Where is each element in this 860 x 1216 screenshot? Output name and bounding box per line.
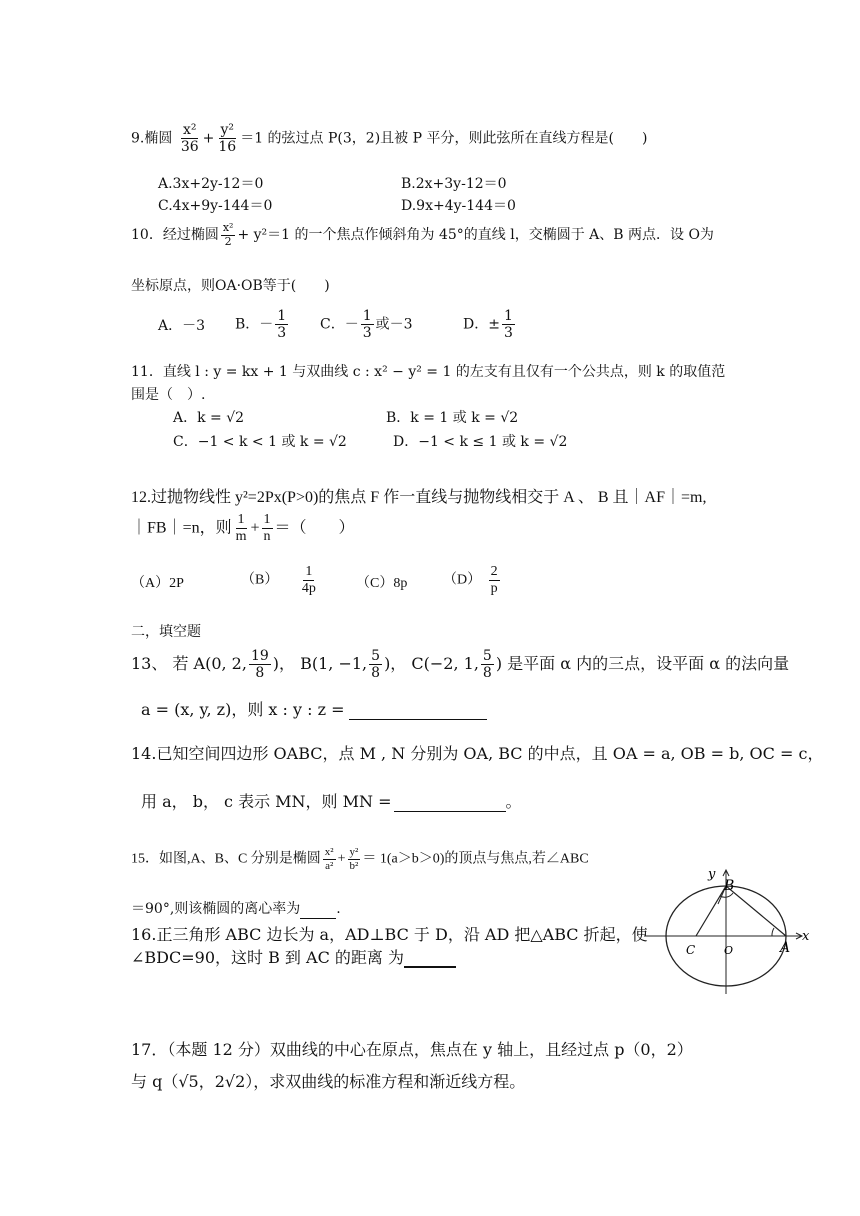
label-B: B [724, 878, 735, 894]
label-y: y [708, 867, 716, 882]
q9-option-b: B.2x+3y-12＝0 [401, 176, 507, 192]
q11-line2: 围是（ ）. [131, 387, 206, 403]
q16-answer-blank[interactable] [404, 952, 456, 968]
q13-line1: 13、 若 A(0, 2, $\frac{19}{8}$ )， B(1, −1, $\frac{5}{8}$ )， C(−2, 1, $\frac{5}{8}$ ) 是平面 α 内的三点，设平面 α 的法向量 [131, 648, 790, 682]
q9-option-a: A.3x+2y-12＝0 [158, 176, 264, 192]
q12-option-d: （D） $\frac{2}{p}$ [443, 564, 498, 597]
q14-line2: 用 a， b， c 表示 MN，则 MN = 。 [141, 792, 522, 811]
segment-BC [696, 886, 726, 936]
q12-option-c: （C）8p [356, 576, 408, 591]
q10-option-a: A．－3 [158, 318, 206, 334]
segment-BA [726, 886, 786, 936]
q14-line1: 14.已知空间四边形 OABC，点 M , N 分别为 OA, BC 的中点，且 OA = a, OB = b, OC = c， [131, 744, 824, 763]
q12-line2: ｜FB｜=n，则 $\frac{1}{m}$ + $\frac{1}{n}$ ＝（ ） [131, 512, 355, 545]
q10-option-c: C．－ $\frac{1}{3}$ 或－3 [320, 308, 413, 342]
q10-line2: 坐标原点，则OA·OB等于( ) [131, 278, 330, 294]
q9-frac-x: $\frac{\text{x²}}{36}$ [180, 122, 199, 156]
label-A: A [780, 940, 791, 956]
q13-answer-blank[interactable] [349, 705, 487, 720]
q9-number: 9. [131, 130, 145, 147]
q10-option-d: D．± $\frac{1}{3}$ [463, 308, 513, 342]
q12-option-a: （A）2P [131, 576, 184, 591]
q9-line: 9.椭圆 $\frac{\text{x²}}{36}$ + $\frac{\text{y²}}{16}$ ＝1 的弦过点 P(3，2)且被 P 平分，则此弦所在直线方程是( ) [131, 122, 648, 156]
q9-option-d: D.9x+4y-144＝0 [401, 198, 516, 214]
q10-line1: 10．经过椭圆 $\frac{\text{x²}}{2}$ + y²＝1 的一个焦点作倾斜角为 45°的直线 l，交椭圆于 A、B 两点．设 O为 [131, 221, 714, 248]
q9-frac-y: $\frac{\text{y²}}{16}$ [218, 122, 237, 156]
q12-line1: 12.过抛物线性 y²=2Px(P>0)的焦点 F 作一直线与抛物线相交于 A 、 B 且｜AF｜=m, [131, 489, 707, 506]
label-x: x [802, 929, 810, 944]
q11-option-b: B．k = 1 或 k = √2 [386, 410, 519, 426]
q9-option-c: C.4x+9y-144＝0 [158, 198, 273, 214]
q11-option-c: C．−1 < k < 1 或 k = √2 [173, 434, 347, 450]
q15-line2: ＝90°,则该椭圆的离心率为 . [131, 901, 341, 917]
q11-option-d: D．−1 < k ≤ 1 或 k = √2 [393, 434, 568, 450]
q11-line1: 11．直线 l : y = kx + 1 与双曲线 c : x² − y² = 1 的左支有且仅有一个公共点，则 k 的取值范 [131, 364, 726, 380]
q17-line2: 与 q（√5，2√2），求双曲线的标准方程和渐近线方程。 [131, 1072, 526, 1091]
ellipse-figure [640, 860, 820, 1000]
q14-answer-blank[interactable] [394, 797, 506, 812]
q16-line2: ∠BDC=90，这时 B 到 AC 的距离 为 [131, 948, 456, 968]
angle-A-arc [772, 928, 774, 936]
q11-option-a: A．k = √2 [173, 410, 245, 426]
q15-line1: 15．如图,A、B、C 分别是椭圆 $\frac{\text{x²}}{\text{a²}}$ + $\frac{\text{y²}}{\text{b²}}$ ＝ 1(a＞b＞0)的顶点与焦点,若∠ABC [131, 846, 589, 872]
q13-line2: a = (x, y, z)，则 x : y : z = [141, 700, 487, 720]
q17-line1: 17．（本题 12 分）双曲线的中心在原点，焦点在 y 轴上，且经过点 p（0，2） [131, 1040, 693, 1059]
q12-option-b: （B） $\frac{1}{4p}$ [241, 564, 316, 597]
section-heading-fill-blank: 二，填空题 [131, 624, 201, 640]
q9-rest: ＝1 的弦过点 P(3，2)且被 P 平分，则此弦所在直线方程是( ) [240, 130, 648, 147]
q9-prefix: 椭圆 [144, 130, 173, 147]
q10-frac: $\frac{\text{x²}}{2}$ [222, 221, 234, 248]
q10-option-b: B．－ $\frac{1}{3}$ [235, 308, 287, 342]
q16-line1: 16.正三角形 ABC 边长为 a，AD⊥BC 于 D，沿 AD 把△ABC 折起，使 [131, 925, 648, 944]
label-C: C [686, 943, 696, 957]
q15-answer-blank[interactable] [300, 904, 336, 919]
label-O: O [724, 944, 734, 957]
